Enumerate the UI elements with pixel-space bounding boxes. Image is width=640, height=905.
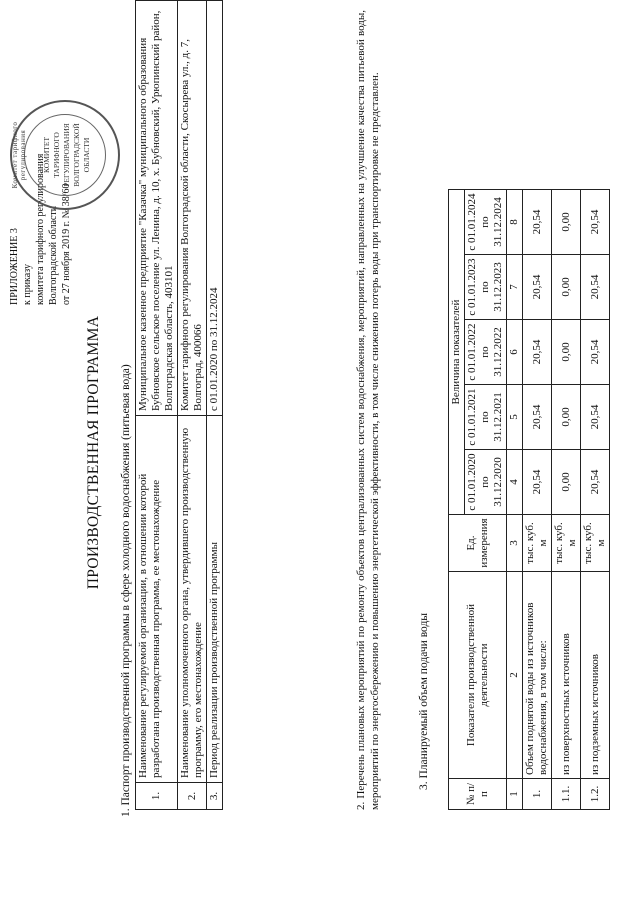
header-period: с 01.01.2020 по 31.12.2020 — [465, 450, 507, 515]
stamp-ring-text: Комитет тарифного регулирования — [11, 121, 27, 189]
header-indicator: Показатели производственной деятельности — [449, 572, 507, 779]
table-row — [207, 1, 223, 810]
column-number: 8 — [507, 190, 523, 255]
row-unit: тыс. куб. м — [581, 515, 610, 572]
column-number: 3 — [507, 515, 523, 572]
table-header-row — [449, 190, 465, 810]
row-value: 20,54 — [523, 385, 552, 450]
row-value: 20,54 — [523, 255, 552, 320]
row-value: 0,00 — [552, 450, 581, 515]
row-label: Наименование регулируемой организации, в отношении которой разработана производственная программа, ее местонахождение — [136, 416, 178, 783]
column-number: 7 — [507, 255, 523, 320]
section-1-heading: 1. Паспорт производственной программы в сфере холодного водоснабжения (питьевая вода) — [120, 364, 132, 817]
official-stamp — [10, 100, 120, 210]
row-value: 20,54 — [523, 320, 552, 385]
row-label: Период реализации производственной программы — [207, 416, 223, 783]
table-row — [523, 190, 552, 810]
row-number: 1.1. — [552, 779, 581, 810]
row-value: 0,00 — [552, 190, 581, 255]
header-period: с 01.01.2024 по 31.12.2024 — [465, 190, 507, 255]
header-values: Величина показателей — [449, 190, 465, 515]
table-row — [552, 190, 581, 810]
row-value: 20,54 — [523, 450, 552, 515]
row-name: из поверхностных источников — [552, 572, 581, 779]
row-number: 3. — [207, 783, 223, 810]
header-period: с 01.01.2022 по 31.12.2022 — [465, 320, 507, 385]
section-2-paragraph: 2. Перечень плановых мероприятий по ремонту объектов централизованных систем водоснабжения, мероприятий, направленных на улучшение качества питьевой воды, мероприятий по энергосбережению и повышению энергетической эффективности, в том числе снижению потерь воды при транспортировке не представлен. — [355, 10, 381, 810]
stamp-center-text: КОМИТЕТ ТАРИФНОГО РЕГУЛИРОВАНИЯ ВОЛГОГРАДСКОЙ ОБЛАСТИ — [42, 123, 91, 187]
column-number-row — [507, 190, 523, 810]
appendix-title: ПРИЛОЖЕНИЕ 3 — [9, 228, 20, 305]
row-value: 20,54 — [581, 190, 610, 255]
header-period: с 01.01.2023 по 31.12.2023 — [465, 255, 507, 320]
row-value: 20,54 — [581, 385, 610, 450]
header-number: № п/п — [449, 779, 507, 810]
row-name: из подземных источников — [581, 572, 610, 779]
column-number: 4 — [507, 450, 523, 515]
row-number: 1. — [136, 783, 178, 810]
appendix-line: Волгоградской области — [48, 205, 59, 305]
row-value: с 01.01.2020 по 31.12.2024 — [207, 1, 223, 416]
table-row — [178, 1, 207, 810]
column-number: 6 — [507, 320, 523, 385]
row-label: Наименование уполномоченного органа, утвердившего производственную программу, его местонахождение — [178, 416, 207, 783]
row-value: 20,54 — [523, 190, 552, 255]
header-period: с 01.01.2021 по 31.12.2021 — [465, 385, 507, 450]
row-name: Объем поднятой воды из источников водоснабжения, в том числе: — [523, 572, 552, 779]
appendix-line: комитета тарифного регулирования — [35, 153, 46, 305]
row-unit: тыс. куб. м — [552, 515, 581, 572]
row-number: 1.2. — [581, 779, 610, 810]
volume-table — [448, 189, 610, 810]
row-value: 20,54 — [581, 320, 610, 385]
page-title: ПРОИЗВОДСТВЕННАЯ ПРОГРАММА — [85, 315, 102, 590]
row-value: 0,00 — [552, 320, 581, 385]
column-number: 1 — [507, 779, 523, 810]
row-value: Муниципальное казенное предприятие "Казачка" муниципального образования Бубновское сельское поселение ул. Ленина, д. 10, х. Бубновский, Урюпинский район, Волгоградская область, 403101 — [136, 1, 178, 416]
row-number: 1. — [523, 779, 552, 810]
appendix-date: от 27 ноября 2019 г. № 38/60 — [61, 183, 72, 305]
table-row — [136, 1, 178, 810]
table-row — [581, 190, 610, 810]
section-3-heading: 3. Планируемый объем подачи воды — [418, 612, 430, 790]
row-number: 2. — [178, 783, 207, 810]
passport-table — [135, 0, 223, 810]
row-value: 0,00 — [552, 255, 581, 320]
appendix-line: к приказу — [22, 264, 33, 305]
column-number: 2 — [507, 572, 523, 779]
row-value: 20,54 — [581, 255, 610, 320]
column-number: 5 — [507, 385, 523, 450]
row-value: 20,54 — [581, 450, 610, 515]
header-unit: Ед. измерения — [449, 515, 507, 572]
row-unit: тыс. куб. м — [523, 515, 552, 572]
row-value: Комитет тарифного регулирования Волгоградской области, Скосырева ул., д. 7, Волгоград, 400066 — [178, 1, 207, 416]
row-value: 0,00 — [552, 385, 581, 450]
